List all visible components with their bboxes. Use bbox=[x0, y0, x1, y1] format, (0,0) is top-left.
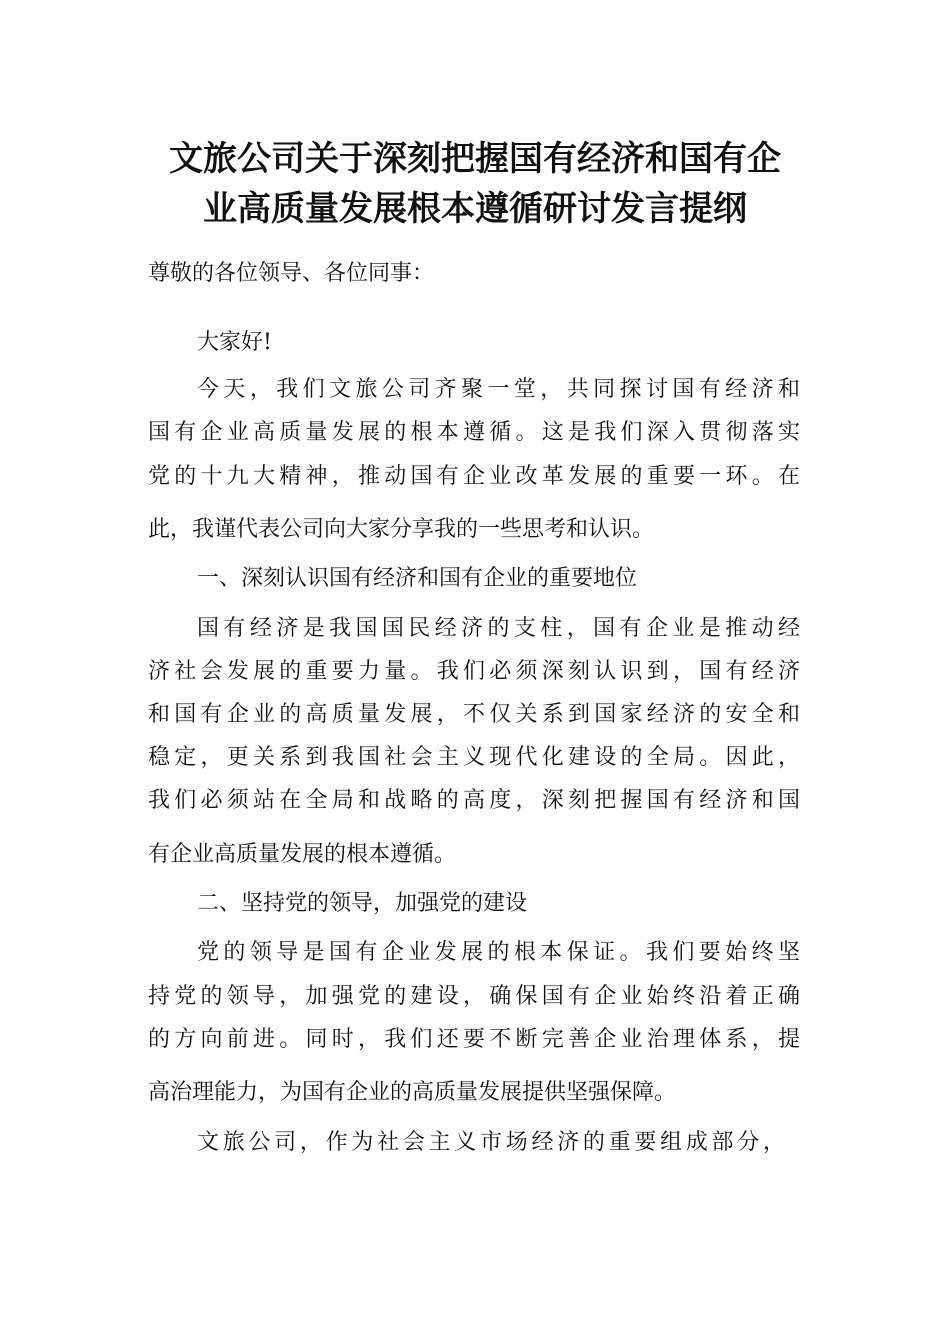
paragraph-intro-line-1: 今天，我们文旅公司齐聚一堂，共同探讨国有经济和 bbox=[197, 377, 800, 402]
paragraph-2-line-3: 的方向前进。同时，我们还要不断完善企业治理体系，提 bbox=[148, 1027, 800, 1052]
greeting: 大家好! bbox=[197, 330, 272, 355]
paragraph-intro-line-4: 此，我谨代表公司向大家分享我的一些思考和认识。 bbox=[148, 517, 655, 542]
paragraph-2-line-2: 持党的领导，加强党的建设，确保国有企业始终沿着正确 bbox=[148, 984, 800, 1009]
paragraph-1-line-6: 有企业高质量发展的根本遵循。 bbox=[148, 842, 457, 867]
section-heading-2: 二、坚持党的领导，加强党的建设 bbox=[197, 891, 528, 916]
paragraph-1-line-4: 稳定，更关系到我国社会主义现代化建设的全局。因此， bbox=[148, 745, 800, 770]
paragraph-1-line-3: 和国有企业的高质量发展，不仅关系到国家经济的安全和 bbox=[148, 702, 800, 727]
salutation: 尊敬的各位领导、各位同事： bbox=[148, 261, 435, 286]
paragraph-1-line-5: 我们必须站在全局和战略的高度，深刻把握国有经济和国 bbox=[148, 788, 800, 813]
section-heading-1: 一、深刻认识国有经济和国有企业的重要地位 bbox=[197, 566, 638, 591]
paragraph-1-line-2: 济社会发展的重要力量。我们必须深刻认识到，国有经济 bbox=[148, 659, 800, 684]
paragraph-2-line-4: 高治理能力，为国有企业的高质量发展提供坚强保障。 bbox=[148, 1080, 677, 1105]
paragraph-1-line-1: 国有经济是我国国民经济的支柱，国有企业是推动经 bbox=[197, 616, 800, 641]
paragraph-2-line-1: 党的领导是国有企业发展的根本保证。我们要始终坚 bbox=[197, 940, 800, 965]
paragraph-intro-line-2: 国有企业高质量发展的根本遵循。这是我们深入贯彻落实 bbox=[148, 420, 800, 445]
paragraph-intro-line-3: 党的十九大精神，推动国有企业改革发展的重要一环。在 bbox=[148, 464, 800, 489]
document-title-line-2: 业高质量发展根本遵循研讨发言提纲 bbox=[203, 189, 747, 229]
document-title-line-1: 文旅公司关于深刻把握国有经济和国有企 bbox=[169, 139, 781, 179]
paragraph-3-line-1: 文旅公司，作为社会主义市场经济的重要组成部分， bbox=[197, 1130, 785, 1155]
